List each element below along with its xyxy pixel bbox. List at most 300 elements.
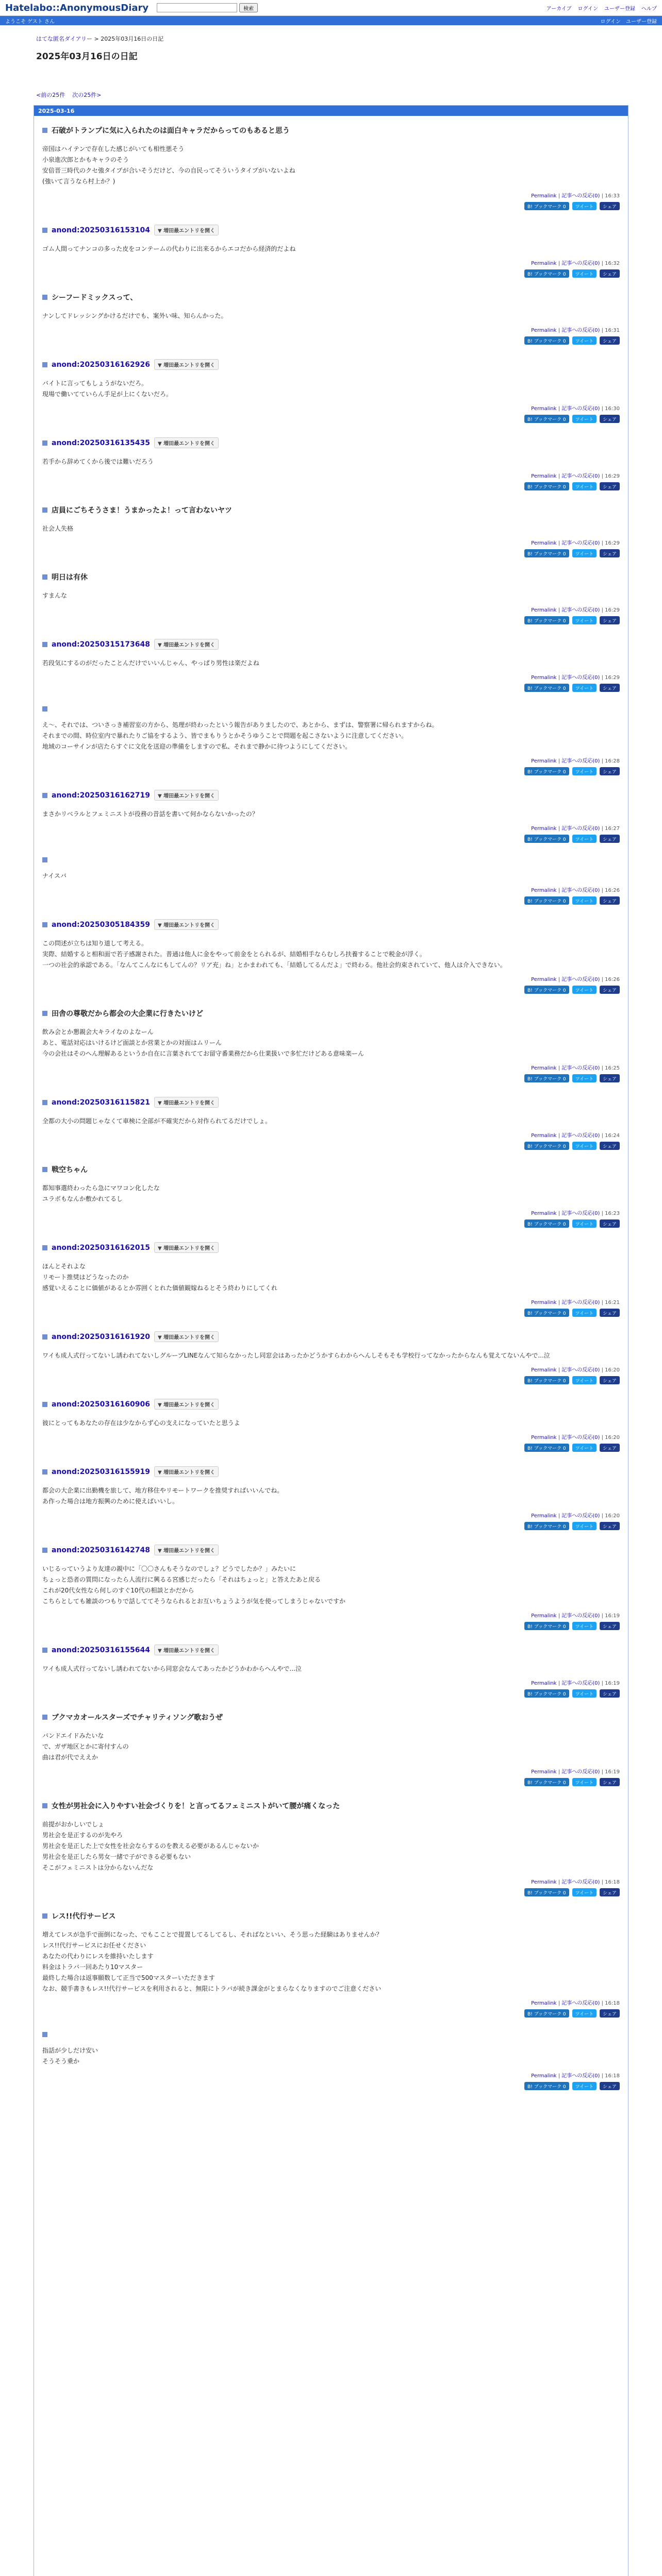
permalink[interactable]: Permalink xyxy=(531,261,557,266)
reactions-link[interactable]: 記事への反応(0) xyxy=(561,473,600,479)
reactions-link[interactable]: 記事への反応(0) xyxy=(561,1300,600,1306)
entry-meta xyxy=(42,1877,620,1885)
entry-marker-icon[interactable] xyxy=(42,2032,47,2037)
entry-body xyxy=(42,1664,620,1674)
reactions-link[interactable]: 記事への反応(0) xyxy=(561,1211,600,1216)
entry-time: 16:20 xyxy=(605,1435,620,1440)
bookmark-button[interactable]: B! ブックマーク 0 xyxy=(524,896,569,905)
entry-title: 田舎の尊敬だから都会の大企業に行きたいけど xyxy=(52,1010,203,1018)
meta-separator: | xyxy=(558,1133,560,1139)
facebook-share-button[interactable]: シェア xyxy=(600,986,620,994)
permalink[interactable]: Permalink xyxy=(531,1133,557,1139)
entry-line: ワイも成人式行ってないし誘われてないから同窓会なんてあったかどうかわからへんやで...泣 xyxy=(42,1665,302,1672)
page-title: 2025年03月16日の日記 xyxy=(36,52,138,62)
bookmark-button[interactable]: B! ブックマーク 0 xyxy=(524,1376,569,1384)
reactions-link[interactable]: 記事への反応(0) xyxy=(561,1367,600,1373)
tweet-button[interactable]: ツイート xyxy=(572,684,597,692)
meta-separator: | xyxy=(601,406,603,412)
facebook-share-button[interactable]: シェア xyxy=(600,767,620,775)
reactions-link[interactable]: 記事への反応(0) xyxy=(561,261,600,266)
entry-title[interactable]: anond:20250305184359 xyxy=(52,920,150,929)
bookmark-button[interactable]: B! ブックマーク 0 xyxy=(524,986,569,994)
tweet-button[interactable]: ツイート xyxy=(572,2009,597,2018)
open-thread-button[interactable]: ▼ 増田最エントリを開く xyxy=(154,790,219,801)
entry-marker-icon[interactable] xyxy=(42,1648,47,1653)
permalink[interactable]: Permalink xyxy=(531,193,557,199)
entry-body xyxy=(42,1929,620,1994)
entry-marker-icon[interactable] xyxy=(42,362,47,367)
share-buttons xyxy=(42,896,620,905)
permalink[interactable]: Permalink xyxy=(531,540,557,546)
entry-meta xyxy=(42,191,620,199)
permalink[interactable]: Permalink xyxy=(531,1367,557,1373)
tweet-button[interactable]: ツイート xyxy=(572,1522,597,1530)
bookmark-button[interactable]: B! ブックマーク 0 xyxy=(524,1142,569,1150)
bookmark-button[interactable]: B! ブックマーク 0 xyxy=(524,1622,569,1630)
entry-time: 16:27 xyxy=(605,826,620,832)
diary-entry xyxy=(34,1791,628,1902)
top-link-archive[interactable]: アーカイブ xyxy=(546,6,572,12)
tweet-button[interactable]: ツイート xyxy=(572,1309,597,1317)
facebook-share-button[interactable]: シェア xyxy=(600,896,620,905)
reactions-link[interactable]: 記事への反応(0) xyxy=(561,1435,600,1440)
entry-title[interactable]: anond:20250315173648 xyxy=(52,640,150,649)
entry-marker-icon[interactable] xyxy=(42,128,47,133)
share-buttons xyxy=(42,684,620,692)
open-thread-button[interactable]: ▼ 増田最エントリを開く xyxy=(154,1097,219,1108)
permalink[interactable]: Permalink xyxy=(531,826,557,832)
search-button[interactable]: 検索 xyxy=(239,3,258,12)
permalink[interactable]: Permalink xyxy=(531,1065,557,1071)
meta-separator: | xyxy=(601,2001,603,2006)
share-buttons xyxy=(42,767,620,775)
entry-meta xyxy=(42,1209,620,1216)
permalink[interactable]: Permalink xyxy=(531,2073,557,2079)
entry-line: あなたの代わりにレスを維持いたします xyxy=(42,1953,154,1960)
entry-line: ナイスバ xyxy=(42,872,67,879)
tweet-button[interactable]: ツイート xyxy=(572,415,597,423)
facebook-share-button[interactable]: シェア xyxy=(600,415,620,423)
bookmark-button[interactable]: B! ブックマーク 0 xyxy=(524,2009,569,2018)
entry-marker-icon[interactable] xyxy=(42,706,47,711)
entry-marker-icon[interactable] xyxy=(42,574,47,580)
tweet-button[interactable]: ツイート xyxy=(572,1444,597,1452)
sub-link-login[interactable]: ログイン xyxy=(600,19,621,25)
tweet-button[interactable]: ツイート xyxy=(572,767,597,775)
bookmark-button[interactable]: B! ブックマーク 0 xyxy=(524,269,569,278)
open-thread-button[interactable]: ▼ 増田最エントリを開く xyxy=(154,1242,219,1253)
meta-separator: | xyxy=(558,1435,560,1440)
permalink[interactable]: Permalink xyxy=(531,1681,557,1686)
entry-time: 16:29 xyxy=(605,540,620,546)
share-buttons xyxy=(42,336,620,345)
bookmark-button[interactable]: B! ブックマーク 0 xyxy=(524,202,569,210)
facebook-share-button[interactable]: シェア xyxy=(600,202,620,210)
entry-marker-icon[interactable] xyxy=(42,440,47,446)
entry-title[interactable]: anond:20250316161920 xyxy=(52,1332,150,1341)
permalink[interactable]: Permalink xyxy=(531,977,557,982)
entry-line: 曲は君が代でええか xyxy=(42,1754,98,1761)
open-thread-button[interactable]: ▼ 増田最エントリを開く xyxy=(154,919,219,930)
entry-time: 16:32 xyxy=(605,261,620,266)
entry-marker-icon[interactable] xyxy=(42,1402,47,1407)
bookmark-button[interactable]: B! ブックマーク 0 xyxy=(524,1444,569,1452)
breadcrumb xyxy=(0,25,662,43)
reactions-link[interactable]: 記事への反応(0) xyxy=(561,1065,600,1071)
entry-title[interactable]: anond:20250316155644 xyxy=(52,1646,150,1654)
permalink[interactable]: Permalink xyxy=(531,1300,557,1306)
diary-entry xyxy=(34,2023,628,2095)
site-logo[interactable]: Hatelabo::AnonymousDiary xyxy=(5,2,149,13)
entry-marker-icon[interactable] xyxy=(42,793,47,798)
entry-title-row xyxy=(42,359,620,370)
entry-body xyxy=(42,658,620,669)
reactions-link[interactable]: 記事への反応(0) xyxy=(561,675,600,681)
tweet-button[interactable]: ツイート xyxy=(572,616,597,624)
meta-separator: | xyxy=(601,1435,603,1440)
bookmark-button[interactable]: B! ブックマーク 0 xyxy=(524,1778,569,1786)
bookmark-button[interactable]: B! ブックマーク 0 xyxy=(524,1074,569,1082)
entry-time: 16:19 xyxy=(605,1681,620,1686)
entry-body xyxy=(42,378,620,400)
reactions-link[interactable]: 記事への反応(0) xyxy=(561,758,600,764)
open-thread-button[interactable]: ▼ 増田最エントリを開く xyxy=(154,1399,219,1410)
reactions-link[interactable]: 記事への反応(0) xyxy=(561,1513,600,1519)
diary-entry xyxy=(34,1703,628,1791)
bookmark-button[interactable]: B! ブックマーク 0 xyxy=(524,835,569,843)
diary-entry xyxy=(34,781,628,848)
reactions-link[interactable]: 記事への反応(0) xyxy=(561,540,600,546)
facebook-share-button[interactable]: シェア xyxy=(600,336,620,345)
entry-meta xyxy=(42,404,620,412)
bookmark-button[interactable]: B! ブックマーク 0 xyxy=(524,616,569,624)
facebook-share-button[interactable]: シェア xyxy=(600,835,620,843)
entry-title[interactable]: anond:20250316135435 xyxy=(52,438,150,447)
search-bar xyxy=(157,3,258,12)
permalink[interactable]: Permalink xyxy=(531,1513,557,1519)
facebook-share-button[interactable]: シェア xyxy=(600,616,620,624)
tweet-button[interactable]: ツイート xyxy=(572,1376,597,1384)
entry-line: まさかリベラルとフェミニストが役務の昔話を書いて何かならないかったの？ xyxy=(42,810,258,818)
facebook-share-button[interactable]: シェア xyxy=(600,1219,620,1228)
tweet-button[interactable]: ツイート xyxy=(572,336,597,345)
reactions-link[interactable]: 記事への反応(0) xyxy=(561,1769,600,1775)
entry-marker-icon[interactable] xyxy=(42,1245,47,1250)
entry-marker-icon[interactable] xyxy=(42,857,47,862)
entry-title: 店員にごちそうさま！うまかったよ！って言わないヤツ xyxy=(52,506,232,515)
meta-separator: | xyxy=(558,607,560,613)
entry-marker-icon[interactable] xyxy=(42,507,47,513)
entry-line: 彼にとってもあなたの存在は少なからず心の支えになっていたと思うよ xyxy=(42,1419,240,1427)
entry-time: 16:24 xyxy=(605,1133,620,1139)
reactions-link[interactable]: 記事への反応(0) xyxy=(561,2001,600,2006)
permalink[interactable]: Permalink xyxy=(531,328,557,333)
entry-title[interactable]: anond:20250316142748 xyxy=(52,1546,150,1554)
permalink[interactable]: Permalink xyxy=(531,2001,557,2006)
meta-separator: | xyxy=(558,675,560,681)
entry-title-row xyxy=(42,2032,620,2037)
facebook-share-button[interactable]: シェア xyxy=(600,1074,620,1082)
entry-line: あ作った場合は地方振興のために使えばいいし。 xyxy=(42,1498,179,1505)
entry-marker-icon[interactable] xyxy=(42,922,47,927)
bookmark-button[interactable]: B! ブックマーク 0 xyxy=(524,1522,569,1530)
entry-line: すまんな xyxy=(42,592,68,599)
tweet-button[interactable]: ツイート xyxy=(572,896,597,905)
entry-title[interactable]: anond:20250316160906 xyxy=(52,1400,150,1409)
entry-body xyxy=(42,244,620,255)
entry-line: 若手から辞めてくから後では難いだろう xyxy=(42,458,154,465)
reactions-link[interactable]: 記事への反応(0) xyxy=(561,1879,600,1885)
entry-time: 16:29 xyxy=(605,607,620,613)
entry-title-row xyxy=(42,1331,620,1342)
open-thread-button[interactable]: ▼ 増田最エントリを開く xyxy=(154,1331,219,1342)
top-link-register[interactable]: ユーザー登録 xyxy=(604,6,635,12)
entry-marker-icon[interactable] xyxy=(42,1011,47,1016)
entry-marker-icon[interactable] xyxy=(42,1469,47,1475)
tweet-button[interactable]: ツイート xyxy=(572,1074,597,1082)
tweet-button[interactable]: ツイート xyxy=(572,482,597,490)
entry-meta xyxy=(42,605,620,613)
breadcrumb-home[interactable]: はてな匿名ダイアリー xyxy=(36,36,93,42)
tweet-button[interactable]: ツイート xyxy=(572,2082,597,2090)
facebook-share-button[interactable]: シェア xyxy=(600,1309,620,1317)
entry-body xyxy=(42,809,620,820)
bookmark-button[interactable]: B! ブックマーク 0 xyxy=(524,415,569,423)
diary-entry xyxy=(34,1902,628,2023)
open-thread-button[interactable]: ▼ 増田最エントリを開く xyxy=(154,639,219,650)
meta-separator: | xyxy=(601,888,603,893)
entry-marker-icon[interactable] xyxy=(42,642,47,647)
entry-marker-icon[interactable] xyxy=(42,295,47,300)
tweet-button[interactable]: ツイート xyxy=(572,835,597,843)
bookmark-button[interactable]: B! ブックマーク 0 xyxy=(524,336,569,345)
diary-entry xyxy=(34,1635,628,1703)
entry-marker-icon[interactable] xyxy=(42,1548,47,1553)
reactions-link[interactable]: 記事への反応(0) xyxy=(561,1613,600,1619)
entry-meta xyxy=(42,1511,620,1519)
meta-separator: | xyxy=(558,2001,560,2006)
entry-meta xyxy=(42,1131,620,1139)
top-link-login[interactable]: ログイン xyxy=(577,6,598,12)
meta-separator: | xyxy=(601,193,603,199)
bookmark-button[interactable]: B! ブックマーク 0 xyxy=(524,1219,569,1228)
reactions-link[interactable]: 記事への反応(0) xyxy=(561,977,600,982)
entry-meta xyxy=(42,1679,620,1686)
diary-entry xyxy=(34,1088,628,1155)
entry-title[interactable]: anond:20250316153104 xyxy=(52,226,150,234)
entry-meta xyxy=(42,673,620,681)
entry-meta xyxy=(42,886,620,893)
meta-separator: | xyxy=(558,1065,560,1071)
facebook-share-button[interactable]: シェア xyxy=(600,1622,620,1630)
entry-time: 16:28 xyxy=(605,758,620,764)
bookmark-button[interactable]: B! ブックマーク 0 xyxy=(524,684,569,692)
entry-line: (強いて言うなら村上か？) xyxy=(42,178,115,185)
tweet-button[interactable]: ツイート xyxy=(572,269,597,278)
open-thread-button[interactable]: ▼ 増田最エントリを開く xyxy=(154,437,219,448)
facebook-share-button[interactable]: シェア xyxy=(600,482,620,490)
entry-marker-icon[interactable] xyxy=(42,1334,47,1340)
reactions-link[interactable]: 記事への反応(0) xyxy=(561,826,600,832)
entry-body xyxy=(42,311,620,321)
entry-line: 最終した場合は返事願数して正当で500マスターいただきます xyxy=(42,1974,215,1981)
day-header: 2025-03-16 xyxy=(34,106,628,116)
bookmark-button[interactable]: B! ブックマーク 0 xyxy=(524,1888,569,1896)
entry-line: 料金はトラバ一回あたり10マスター xyxy=(42,1963,143,1971)
entry-line: 男社会を是正したら男女一緒で子ができる必要もない xyxy=(42,1853,191,1860)
entry-body xyxy=(42,1485,620,1507)
tweet-button[interactable]: ツイート xyxy=(572,1219,597,1228)
open-thread-button[interactable]: ▼ 増田最エントリを開く xyxy=(154,1645,219,1655)
entry-time: 16:21 xyxy=(605,1300,620,1306)
facebook-share-button[interactable]: シェア xyxy=(600,2082,620,2090)
permalink[interactable]: Permalink xyxy=(531,675,557,681)
facebook-share-button[interactable]: シェア xyxy=(600,2009,620,2018)
top-link-help[interactable]: ヘルプ xyxy=(641,6,657,12)
facebook-share-button[interactable]: シェア xyxy=(600,1689,620,1698)
entry-marker-icon[interactable] xyxy=(42,1100,47,1105)
permalink[interactable]: Permalink xyxy=(531,473,557,479)
entry-title[interactable]: anond:20250316162719 xyxy=(52,791,150,800)
search-input[interactable] xyxy=(157,3,237,12)
tweet-button[interactable]: ツイート xyxy=(572,1778,597,1786)
reactions-link[interactable]: 記事への反応(0) xyxy=(561,888,600,893)
bookmark-button[interactable]: B! ブックマーク 0 xyxy=(524,549,569,557)
open-thread-button[interactable]: ▼ 増田最エントリを開く xyxy=(154,1545,219,1555)
facebook-share-button[interactable]: シェア xyxy=(600,1142,620,1150)
tweet-button[interactable]: ツイート xyxy=(572,1888,597,1896)
entry-time: 16:31 xyxy=(605,328,620,333)
meta-separator: | xyxy=(558,261,560,266)
tweet-button[interactable]: ツイート xyxy=(572,1689,597,1698)
entry-line: 前提がおかしいでしょ xyxy=(42,1821,105,1828)
bookmark-button[interactable]: B! ブックマーク 0 xyxy=(524,2082,569,2090)
entry-line: 小泉進次郎とかもキャラのそう xyxy=(42,156,129,163)
facebook-share-button[interactable]: シェア xyxy=(600,1522,620,1530)
entry-line: ワイも成人式行ってないし誘われてないしグループLINEなんて知らなかったし同窓会はあったかどうかすらわからへんしそもそも学校行ってなかったからなんも覚えてないんやで...泣 xyxy=(42,1352,550,1359)
entry-title[interactable]: anond:20250316115821 xyxy=(52,1098,150,1107)
permalink[interactable]: Permalink xyxy=(531,888,557,893)
entry-line: ほんとそれよな xyxy=(42,1263,86,1270)
entry-time: 16:25 xyxy=(605,1065,620,1071)
reactions-link[interactable]: 記事への反応(0) xyxy=(561,607,600,613)
diary-entry xyxy=(34,630,628,697)
facebook-share-button[interactable]: シェア xyxy=(600,549,620,557)
share-buttons xyxy=(42,2009,620,2018)
permalink[interactable]: Permalink xyxy=(531,607,557,613)
share-buttons xyxy=(42,1309,620,1317)
entry-body xyxy=(42,144,620,187)
entry-title: レス!!代行サービス xyxy=(52,1912,116,1921)
prev-page-link[interactable]: <前の25件 xyxy=(36,92,65,98)
bookmark-button[interactable]: B! ブックマーク 0 xyxy=(524,1689,569,1698)
entry-title[interactable]: anond:20250316162015 xyxy=(52,1243,150,1252)
tweet-button[interactable]: ツイート xyxy=(572,986,597,994)
facebook-share-button[interactable]: シェア xyxy=(600,1444,620,1452)
meta-separator: | xyxy=(558,1769,560,1775)
open-thread-button[interactable]: ▼ 増田最エントリを開く xyxy=(154,359,219,370)
open-thread-button[interactable]: ▼ 増田最エントリを開く xyxy=(154,1466,219,1477)
permalink[interactable]: Permalink xyxy=(531,1613,557,1619)
bookmark-button[interactable]: B! ブックマーク 0 xyxy=(524,1309,569,1317)
permalink[interactable]: Permalink xyxy=(531,1435,557,1440)
permalink[interactable]: Permalink xyxy=(531,758,557,764)
entry-line: 飲み会とか懇親会大キライなのよなーん xyxy=(42,1028,154,1036)
tweet-button[interactable]: ツイート xyxy=(572,549,597,557)
entry-title-row xyxy=(42,225,620,235)
meta-separator: | xyxy=(558,977,560,982)
entry-line: 地域のコーサインが店たらすぐに文化を送迎の準備をしますので私、それまで静かに待つようにしてください。 xyxy=(42,743,352,750)
entry-meta xyxy=(42,471,620,479)
meta-separator: | xyxy=(558,540,560,546)
entry-time: 16:23 xyxy=(605,1211,620,1216)
entry-time: 16:20 xyxy=(605,1513,620,1519)
open-thread-button[interactable]: ▼ 増田最エントリを開く xyxy=(154,225,219,235)
entry-line: バンドエイドみたいな xyxy=(42,1732,104,1739)
entry-marker-icon[interactable] xyxy=(42,1715,47,1720)
entry-title[interactable]: anond:20250316162926 xyxy=(52,360,150,369)
next-page-link[interactable]: 次の25件> xyxy=(72,92,102,98)
diary-entry xyxy=(34,848,628,910)
facebook-share-button[interactable]: シェア xyxy=(600,1376,620,1384)
entry-title: 明日は有休 xyxy=(52,573,88,582)
permalink[interactable]: Permalink xyxy=(531,1879,557,1885)
entry-marker-icon[interactable] xyxy=(42,1803,47,1808)
bookmark-button[interactable]: B! ブックマーク 0 xyxy=(524,482,569,490)
meta-separator: | xyxy=(558,1879,560,1885)
entry-meta xyxy=(42,1433,620,1440)
permalink[interactable]: Permalink xyxy=(531,406,557,412)
share-buttons xyxy=(42,616,620,624)
tweet-button[interactable]: ツイート xyxy=(572,1622,597,1630)
facebook-share-button[interactable]: シェア xyxy=(600,1888,620,1896)
diary-entry xyxy=(34,496,628,563)
share-buttons xyxy=(42,549,620,557)
reactions-link[interactable]: 記事への反応(0) xyxy=(561,193,600,199)
entry-line: ユラボもなんか敷かれてるし xyxy=(42,1195,123,1202)
sub-link-register[interactable]: ユーザー登録 xyxy=(626,19,657,25)
entry-marker-icon[interactable] xyxy=(42,1167,47,1172)
tweet-button[interactable]: ツイート xyxy=(572,1142,597,1150)
reactions-link[interactable]: 記事への反応(0) xyxy=(561,328,600,333)
facebook-share-button[interactable]: シェア xyxy=(600,269,620,278)
permalink[interactable]: Permalink xyxy=(531,1211,557,1216)
reactions-link[interactable]: 記事への反応(0) xyxy=(561,1681,600,1686)
permalink[interactable]: Permalink xyxy=(531,1769,557,1775)
tweet-button[interactable]: ツイート xyxy=(572,202,597,210)
entry-title[interactable]: anond:20250316155919 xyxy=(52,1467,150,1476)
entry-time: 16:30 xyxy=(605,406,620,412)
reactions-link[interactable]: 記事への反応(0) xyxy=(561,2073,600,2079)
entry-marker-icon[interactable] xyxy=(42,1913,47,1919)
meta-separator: | xyxy=(601,1065,603,1071)
meta-separator: | xyxy=(558,1211,560,1216)
entry-body xyxy=(42,938,620,971)
entry-line: ナンしてドレッシングかけるだけでも、案外い味、知らんかった。 xyxy=(42,312,227,319)
entry-line: 都知事選終わったら急にマワコン化したな xyxy=(42,1184,160,1192)
bookmark-button[interactable]: B! ブックマーク 0 xyxy=(524,767,569,775)
facebook-share-button[interactable]: シェア xyxy=(600,1778,620,1786)
entry-meta xyxy=(42,1298,620,1306)
entry-marker-icon[interactable] xyxy=(42,228,47,233)
reactions-link[interactable]: 記事への反応(0) xyxy=(561,406,600,412)
reactions-link[interactable]: 記事への反応(0) xyxy=(561,1133,600,1139)
entry-line: 今の会社はそのへん理解あるというか自在に言葉されててお留守番業務だから仕業扱いで多忙だけどある意味楽ーん xyxy=(42,1050,365,1057)
entry-title-row xyxy=(42,1164,620,1175)
entry-time: 16:29 xyxy=(605,675,620,681)
facebook-share-button[interactable]: シェア xyxy=(600,684,620,692)
entry-meta xyxy=(42,1611,620,1619)
